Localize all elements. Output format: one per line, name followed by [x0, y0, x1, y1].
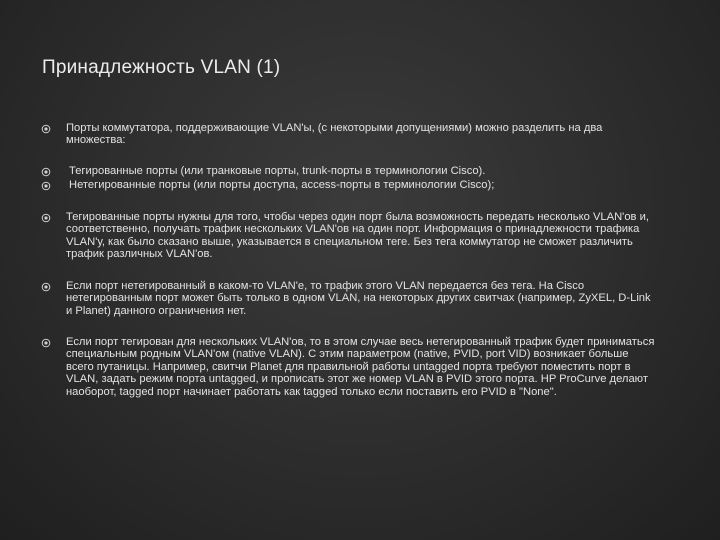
bullet-text: Тегированные порты (или транковые порты, trunk-порты в терминологии Cisco). [69, 165, 486, 177]
bullet-text: Нетегированные порты (или порты доступа, access-порты в терминологии Cisco); [69, 179, 495, 191]
bullet-text: Порты коммутатора, поддерживающие VLAN'ы, (с некоторыми допущениями) можно разделить на два множества: [66, 122, 603, 147]
slide-title: Принадлежность VLAN (1) [42, 57, 281, 78]
bullet-item [41, 280, 656, 317]
bullet-icon [41, 213, 51, 223]
bullet-text: Тегированные порты нужны для того, чтобы через один порт была возможность передать несколько VLAN'ов и, соответственно, получать трафик нескольких VLAN'ов на один порт. Информация о принадлежности трафика VLAN'у, как было сказано выше, указывается в специальном теге. Без тега коммутатор не сможет различить трафик различных VLAN'ов. [66, 211, 649, 261]
bullet-item [41, 336, 656, 398]
bullet-text: Если порт тегирован для нескольких VLAN'ов, то в этом случае весь нетегированный трафик будет приниматься специальным родным VLAN'ом (native VLAN). С этим параметром (native, PVID, port VID) возникает больше всего путаницы. Например, свитчи Planet для правильной работы untagged порта требуют поместить порт в VLAN, задать режим порта untagged, и прописать этот же номер VLAN в PVID этого порта. HP ProCurve делают наоборот, tagged порт начинает работать как tagged только если поставить его PVID в "None". [66, 336, 655, 398]
bullet-icon [41, 338, 51, 348]
bullet-icon [41, 282, 51, 292]
bullet-icon [41, 124, 51, 134]
bullet-icon [41, 181, 51, 191]
bullet-item [41, 179, 656, 191]
bullet-text: Если порт нетегированный в каком-то VLAN'е, то трафик этого VLAN передается без тега. На Cisco нетегированным порт может быть только в одном VLAN, на некоторых других свитчах (например, ZyXEL, D-Link и Planet) данного ограничения нет. [66, 280, 651, 317]
bullet-item [41, 165, 656, 177]
bullet-icon [41, 167, 51, 177]
bullet-item [41, 211, 656, 261]
bullet-item [41, 122, 656, 147]
